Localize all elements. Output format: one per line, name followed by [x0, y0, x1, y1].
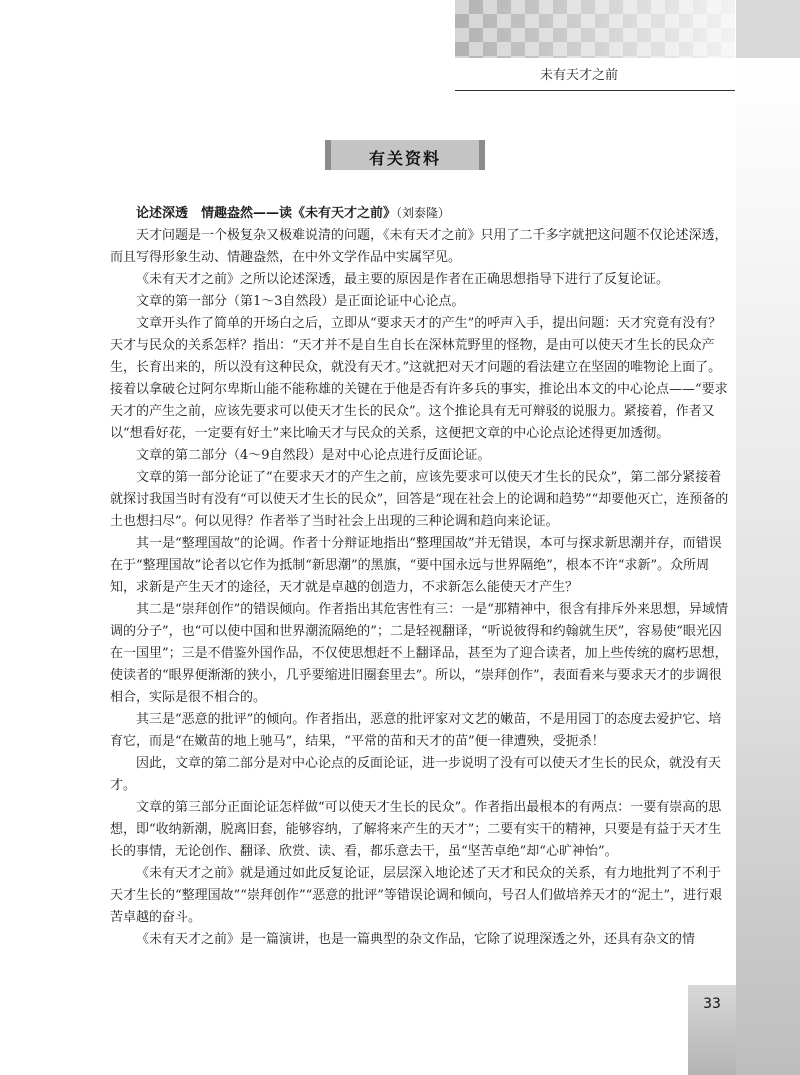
- paragraph: 其二是“崇拜创作”的错误倾向。作者指出其危害性有三：一是“那精神中，很含有排斥外来思想，异域情调的分子”，也“可以使中国和世界潮流隔绝的”；二是轻视翻译，“听说彼得和约翰就生厌”，容易使“眼光囚在一国里”；三是不借鉴外国作品，不仅使思想赶不上翻译品，甚至为了迎合读者，加上些传统的腐朽思想，使读者的“眼界便渐渐的狭小，几乎要缩进旧圈套里去”。所以，“崇拜创作”，表面看来与要求天才的步调很相合，实际是很不相合的。: [110, 602, 728, 705]
- header-checker-decoration: [455, 0, 735, 58]
- header-gutter-decoration: [736, 0, 800, 58]
- paragraph: 文章的第二部分（4～9自然段）是对中心论点进行反面论证。: [136, 448, 491, 463]
- article-heading: [110, 202, 730, 225]
- article-body: [110, 202, 730, 951]
- section-title: 有关资料: [368, 149, 441, 168]
- running-header-title: 未有天才之前: [540, 68, 619, 83]
- header-rule: [455, 90, 735, 91]
- paragraph: 天才问题是一个极复杂又极难说清的问题，《未有天才之前》只用了二千多字就把这问题不仅论述深透，而且写得形象生动、情趣盎然，在中外文学作品中实属罕见。: [110, 228, 728, 265]
- article-author: （刘泰隆）: [396, 206, 451, 220]
- paragraph: 文章的第一部分论证了“在要求天才的产生之前，应该先要求可以使天才生长的民众”，第二部分紧接着就探讨我国当时有没有“可以使天才生长的民众”，回答是“现在社会上的论调和趋势”“却要他灭亡，连预备的土也想扫尽”。何以见得？作者举了当时社会上出现的三种论调和趋向来论证。: [110, 470, 729, 529]
- paragraph: 文章的第三部分正面论证怎样做“可以使天才生长的民众”。作者指出最根本的有两点：一要有崇高的思想，即“收纳新潮，脱离旧套，能够容纳，了解将来产生的天才”；二要有实干的精神，只要是有益于天才生长的事情，无论创作、翻译、欣赏、读、看，都乐意去干，虽“坚苦卓绝”却“心旷神怡”。: [110, 800, 722, 859]
- paragraph: 因此，文章的第二部分是对中心论点的反面论证，进一步说明了没有可以使天才生长的民众，就没有天才。: [110, 756, 722, 793]
- paragraph: 其三是“恶意的批评”的倾向。作者指出，恶意的批评家对文艺的嫩苗，不是用园丁的态度去爱护它、培育它，而是“在嫩苗的地上驰马”，结果，“平常的苗和天才的苗”便一律遭殃，受扼杀！: [110, 712, 722, 749]
- right-gutter-decoration: [736, 58, 800, 1075]
- paragraph: 文章开头作了简单的开场白之后，立即从“要求天才的产生”的呼声入手，提出问题：天才究竟有没有？天才与民众的关系怎样？指出：“天才并不是自生自长在深林荒野里的怪物，是由可以使天才生长的民众产生，长育出来的，所以没有这种民众，就没有天才。”这就把对天才问题的看法建立在坚固的唯物论上面了。接着以拿破仑过阿尔卑斯山能不能称雄的关键在于他是否有许多兵的事实，推论出本文的中心论点——“要求天才的产生之前，应该先要求可以使天才生长的民众”。这个推论具有无可辩驳的说服力。紧接着，作者又以“想看好花，一定要有好土”来比喻天才与民众的关系，这便把文章的中心论点论述得更加透彻。: [110, 316, 728, 441]
- paragraph: 文章的第一部分（第1～3自然段）是正面论证中心论点。: [136, 294, 465, 309]
- paragraph: 《未有天才之前》是一篇演讲，也是一篇典型的杂文作品，它除了说理深透之外，还具有杂文的情: [136, 932, 696, 947]
- article-title: 论述深透 情趣盎然——读《未有天才之前》: [136, 206, 397, 221]
- page-number: 33: [703, 996, 721, 1012]
- paragraph: 《未有天才之前》就是通过如此反复论证，层层深入地论述了天才和民众的关系，有力地批判了不利于天才生长的“整理国故”“崇拜创作”“恶意的批评”等错误论调和倾向，号召人们做培养天才的“泥土”，进行艰苦卓越的奋斗。: [110, 866, 723, 925]
- paragraph: 其一是“整理国故”的论调。作者十分辩证地指出“整理国故”并无错误，本可与探求新思潮并存，而错误在于“整理国故”论者以它作为抵制“新思潮”的黑旗，“要中国永远与世界隔绝”，根本不许“求新”。众所周知，求新是产生天才的途径，天才就是卓越的创造力，不求新怎么能使天才产生？: [110, 536, 722, 595]
- paragraph: 《未有天才之前》之所以论述深透，最主要的原因是作者在正确思想指导下进行了反复论证。: [136, 272, 670, 287]
